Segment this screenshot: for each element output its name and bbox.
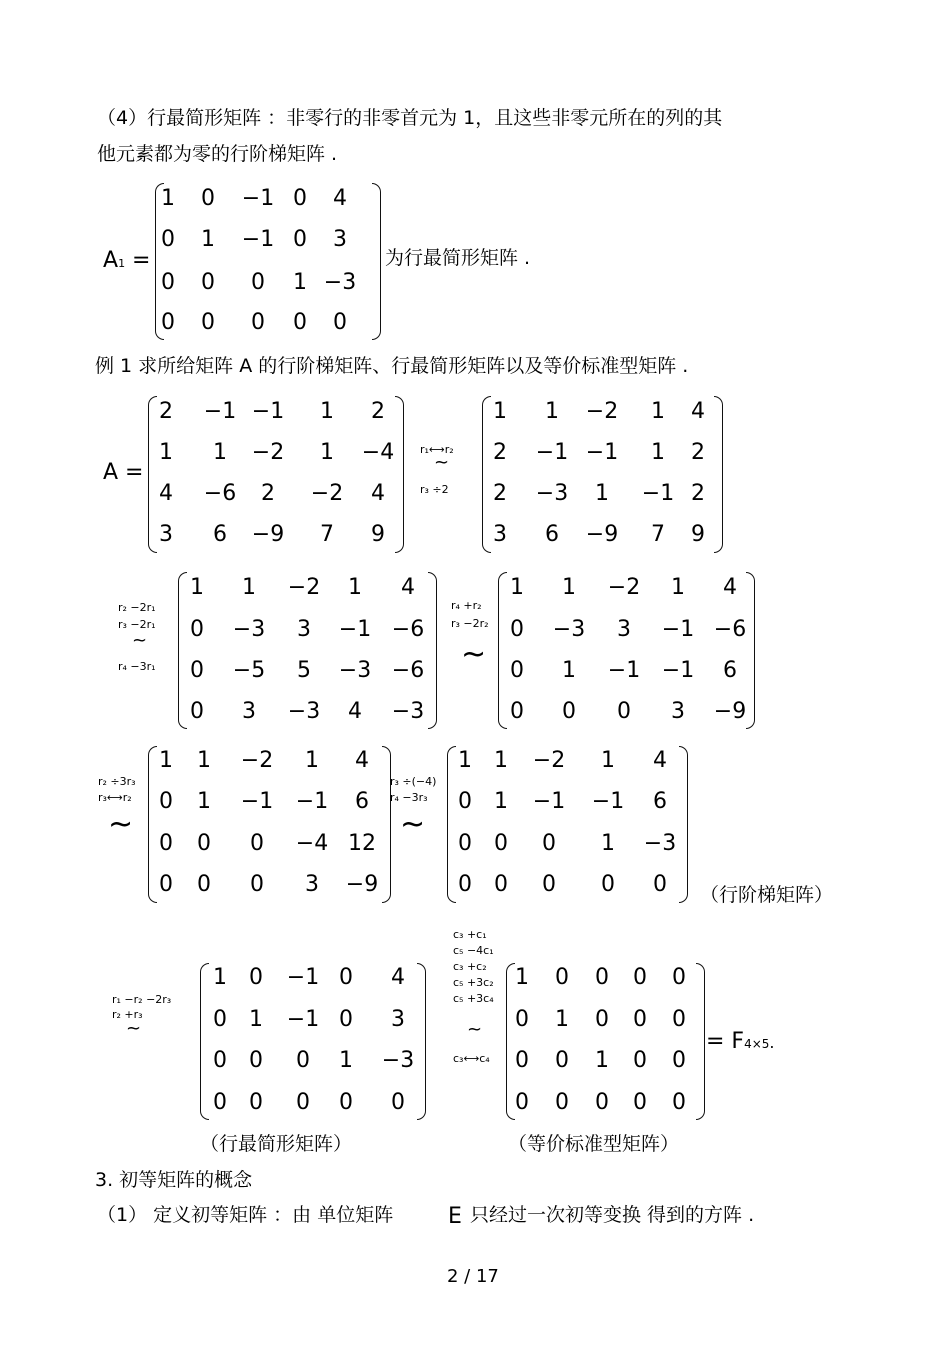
matrix-entry: −4 <box>361 440 395 465</box>
matrix-entry: 1 <box>545 399 559 424</box>
operation-label: c₃ +c₂ <box>453 960 487 973</box>
matrix-entry: 6 <box>653 789 667 814</box>
matrix-entry: 4 <box>371 481 385 506</box>
matrix-entry: −5 <box>232 658 266 683</box>
right-bracket <box>417 963 426 1120</box>
left-bracket <box>178 572 187 729</box>
matrix-entry: 1 <box>595 1048 609 1073</box>
a1-equals: = <box>132 248 151 273</box>
left-bracket <box>498 572 507 729</box>
matrix-entry: 0 <box>601 872 615 897</box>
matrix-entry: 1 <box>249 1007 263 1032</box>
matrix-entry: 0 <box>161 227 175 252</box>
matrix-entry: 1 <box>348 575 362 600</box>
matrix-entry: 9 <box>691 522 705 547</box>
operation-label: r₃ ÷(−4) <box>390 775 437 788</box>
matrix-entry: 4 <box>401 575 415 600</box>
right-bracket <box>395 396 404 553</box>
matrix-entry: 12 <box>348 831 376 856</box>
matrix-entry: 2 <box>493 481 507 506</box>
tilde-symbol: ~ <box>434 452 450 473</box>
matrix-entry: 1 <box>190 575 204 600</box>
matrix-entry: −6 <box>391 617 425 642</box>
matrix-entry: 0 <box>510 699 524 724</box>
matrix-entry: 0 <box>190 658 204 683</box>
matrix-entry: 1 <box>562 575 576 600</box>
matrix-entry: 4 <box>723 575 737 600</box>
matrix-entry: 4 <box>333 186 347 211</box>
operation-label: r₃ −2r₂ <box>451 617 489 630</box>
matrix-entry: −1 <box>241 186 275 211</box>
right-bracket <box>372 183 381 340</box>
operation-label: r₂ ÷3r₃ <box>98 775 136 788</box>
matrix-entry: 7 <box>651 522 665 547</box>
matrix-entry: 0 <box>159 831 173 856</box>
operation-label: r₄ +r₂ <box>451 599 482 612</box>
matrix-entry: 0 <box>293 310 307 335</box>
matrix-entry: 0 <box>201 186 215 211</box>
left-bracket <box>482 396 491 553</box>
matrix-entry: −3 <box>643 831 677 856</box>
matrix-entry: 0 <box>339 1007 353 1032</box>
matrix-entry: 0 <box>250 872 264 897</box>
tilde-symbol: ~ <box>467 1019 483 1040</box>
matrix-entry: 6 <box>545 522 559 547</box>
matrix-entry: 0 <box>251 310 265 335</box>
example1-text: 例 1 求所给矩阵 A 的行阶梯矩阵、行最简形矩阵以及等价标准型矩阵 . <box>95 355 689 377</box>
section3-heading: 3. 初等矩阵的概念 <box>95 1169 253 1191</box>
matrix-entry: −1 <box>286 1007 320 1032</box>
matrix-entry: 4 <box>653 748 667 773</box>
matrix-entry: −1 <box>241 227 275 252</box>
matrix-entry: 2 <box>159 399 173 424</box>
matrix-entry: −6 <box>713 617 747 642</box>
matrix-entry: −3 <box>552 617 586 642</box>
matrix-entry: 0 <box>595 1007 609 1032</box>
matrix-entry: 0 <box>159 789 173 814</box>
matrix-entry: −1 <box>251 399 285 424</box>
matrix-entry: 1 <box>510 575 524 600</box>
matrix-entry: 1 <box>320 440 334 465</box>
matrix-entry: 1 <box>201 227 215 252</box>
a-label: A = <box>103 460 144 485</box>
matrix-entry: 0 <box>391 1090 405 1115</box>
matrix-entry: 1 <box>562 658 576 683</box>
operation-label: c₃⟷c₄ <box>453 1052 490 1065</box>
matrix-entry: 2 <box>493 440 507 465</box>
matrix-entry: 0 <box>296 1090 310 1115</box>
matrix-entry: 0 <box>555 1048 569 1073</box>
operation-label: c₃ +c₁ <box>453 928 487 941</box>
matrix-entry: −3 <box>338 658 372 683</box>
matrix-entry: −2 <box>585 399 619 424</box>
matrix-entry: −1 <box>591 789 625 814</box>
matrix-entry: −1 <box>661 617 695 642</box>
label-standard: （等价标准型矩阵） <box>508 1133 680 1155</box>
matrix-entry: 4 <box>391 965 405 990</box>
para4-line1: （4）行最简形矩阵 ：非零行的非零首元为 1，且这些非零元所在的列的其 <box>97 107 723 129</box>
right-bracket <box>382 746 391 903</box>
matrix-entry: 0 <box>672 1007 686 1032</box>
matrix-entry: 0 <box>250 831 264 856</box>
matrix-entry: 0 <box>190 699 204 724</box>
matrix-entry: 1 <box>305 748 319 773</box>
def1-text-b: 只经过一次初等变换 得到的方阵 . <box>470 1204 755 1226</box>
matrix-entry: 0 <box>251 270 265 295</box>
left-bracket <box>447 746 456 903</box>
matrix-entry: 0 <box>197 831 211 856</box>
matrix-entry: 0 <box>293 227 307 252</box>
matrix-entry: 2 <box>691 440 705 465</box>
matrix-entry: 1 <box>159 440 173 465</box>
matrix-entry: 0 <box>339 1090 353 1115</box>
matrix-entry: 0 <box>617 699 631 724</box>
label-rref: （行最简形矩阵） <box>200 1133 353 1155</box>
matrix-entry: 0 <box>197 872 211 897</box>
matrix-entry: −2 <box>240 748 274 773</box>
matrix-entry: 0 <box>249 965 263 990</box>
matrix-entry: 0 <box>515 1048 529 1073</box>
matrix-entry: 0 <box>555 1090 569 1115</box>
matrix-entry: 0 <box>190 617 204 642</box>
matrix-entry: −1 <box>585 440 619 465</box>
matrix-entry: 4 <box>348 699 362 724</box>
matrix-entry: 1 <box>515 965 529 990</box>
matrix-entry: 3 <box>671 699 685 724</box>
matrix-entry: 1 <box>159 748 173 773</box>
matrix-entry: 0 <box>458 872 472 897</box>
left-bracket <box>155 183 164 340</box>
matrix-entry: −3 <box>535 481 569 506</box>
matrix-entry: −2 <box>287 575 321 600</box>
matrix-entry: −2 <box>532 748 566 773</box>
left-bracket <box>200 963 209 1120</box>
matrix-entry: 2 <box>371 399 385 424</box>
matrix-entry: 1 <box>493 399 507 424</box>
matrix-entry: 0 <box>672 1090 686 1115</box>
matrix-entry: −1 <box>338 617 372 642</box>
matrix-entry: −3 <box>232 617 266 642</box>
matrix-entry: 6 <box>355 789 369 814</box>
matrix-entry: 0 <box>672 1048 686 1073</box>
a1-label: A1 <box>103 248 126 273</box>
matrix-entry: 0 <box>201 270 215 295</box>
left-bracket <box>148 396 157 553</box>
matrix-entry: 0 <box>161 270 175 295</box>
para4-line2: 他元素都为零的行阶梯矩阵 . <box>97 143 338 165</box>
matrix-entry: −1 <box>661 658 695 683</box>
matrix-entry: 0 <box>293 186 307 211</box>
matrix-entry: −1 <box>203 399 237 424</box>
matrix-entry: 6 <box>723 658 737 683</box>
matrix-entry: 4 <box>691 399 705 424</box>
matrix-entry: −2 <box>310 481 344 506</box>
matrix-entry: 1 <box>601 748 615 773</box>
right-bracket <box>714 396 723 553</box>
matrix-entry: 0 <box>542 872 556 897</box>
matrix-entry: 6 <box>213 522 227 547</box>
matrix-entry: 1 <box>293 270 307 295</box>
matrix-entry: 0 <box>213 1090 227 1115</box>
matrix-entry: 1 <box>242 575 256 600</box>
matrix-entry: 0 <box>494 872 508 897</box>
matrix-entry: 0 <box>510 658 524 683</box>
tilde-symbol: ~ <box>132 630 148 651</box>
matrix-entry: 5 <box>297 658 311 683</box>
matrix-entry: 0 <box>515 1090 529 1115</box>
matrix-entry: 0 <box>458 831 472 856</box>
operation-label: r₃⟷r₂ <box>98 791 132 804</box>
matrix-entry: −4 <box>295 831 329 856</box>
def1-e: E <box>448 1204 462 1229</box>
f-label: = F4×5. <box>706 1029 775 1054</box>
matrix-entry: 3 <box>617 617 631 642</box>
matrix-entry: 0 <box>542 831 556 856</box>
matrix-entry: 0 <box>595 1090 609 1115</box>
matrix-entry: −9 <box>585 522 619 547</box>
matrix-entry: −1 <box>535 440 569 465</box>
matrix-entry: −1 <box>607 658 641 683</box>
left-bracket <box>148 746 157 903</box>
matrix-entry: 1 <box>671 575 685 600</box>
matrix-entry: 1 <box>555 1007 569 1032</box>
matrix-entry: −1 <box>295 789 329 814</box>
tilde-symbol: ~ <box>400 807 426 842</box>
matrix-entry: 1 <box>161 186 175 211</box>
operation-label: c₅ +3c₂ <box>453 976 494 989</box>
matrix-entry: 1 <box>320 399 334 424</box>
matrix-entry: 9 <box>371 522 385 547</box>
operation-label: r₄ −3r₁ <box>118 660 156 673</box>
matrix-entry: 1 <box>213 440 227 465</box>
matrix-entry: 0 <box>633 1090 647 1115</box>
matrix-entry: −1 <box>641 481 675 506</box>
matrix-entry: −9 <box>251 522 285 547</box>
matrix-entry: −3 <box>323 270 357 295</box>
operation-label: r₃ ÷2 <box>420 483 449 496</box>
matrix-entry: 1 <box>213 965 227 990</box>
operation-label: c₅ −4c₁ <box>453 944 494 957</box>
matrix-entry: 0 <box>159 872 173 897</box>
matrix-entry: 0 <box>510 617 524 642</box>
matrix-entry: 0 <box>213 1048 227 1073</box>
matrix-entry: 0 <box>633 1007 647 1032</box>
matrix-entry: 0 <box>161 310 175 335</box>
matrix-entry: 2 <box>261 481 275 506</box>
matrix-entry: 1 <box>197 789 211 814</box>
matrix-entry: 1 <box>339 1048 353 1073</box>
matrix-entry: 1 <box>197 748 211 773</box>
matrix-entry: −2 <box>607 575 641 600</box>
operation-label: c₅ +3c₄ <box>453 992 494 1005</box>
matrix-entry: −1 <box>286 965 320 990</box>
matrix-entry: 0 <box>494 831 508 856</box>
matrix-entry: 0 <box>633 1048 647 1073</box>
matrix-entry: −1 <box>240 789 274 814</box>
matrix-entry: 4 <box>159 481 173 506</box>
tilde-symbol: ~ <box>126 1018 142 1039</box>
matrix-entry: −9 <box>345 872 379 897</box>
matrix-entry: 0 <box>515 1007 529 1032</box>
tilde-symbol: ~ <box>461 637 487 672</box>
matrix-entry: 1 <box>494 748 508 773</box>
matrix-entry: 1 <box>595 481 609 506</box>
matrix-entry: 3 <box>391 1007 405 1032</box>
page-number: 2 / 17 <box>447 1266 499 1287</box>
matrix-entry: 0 <box>633 965 647 990</box>
matrix-entry: 3 <box>242 699 256 724</box>
right-bracket <box>679 746 688 903</box>
matrix-entry: −6 <box>391 658 425 683</box>
matrix-entry: 2 <box>691 481 705 506</box>
operation-label: r₂ +r₃ <box>112 1008 143 1021</box>
operation-label: r₄ −3r₃ <box>390 791 428 804</box>
a1-caption: 为行最简形矩阵 . <box>385 247 531 269</box>
matrix-entry: −1 <box>532 789 566 814</box>
matrix-entry: 3 <box>305 872 319 897</box>
matrix-entry: 7 <box>320 522 334 547</box>
right-bracket <box>746 572 755 729</box>
label-echelon: （行阶梯矩阵） <box>700 884 834 906</box>
matrix-entry: 0 <box>595 965 609 990</box>
matrix-entry: −3 <box>287 699 321 724</box>
matrix-entry: 3 <box>493 522 507 547</box>
operation-label: r₁ −r₂ −2r₃ <box>112 993 172 1006</box>
matrix-entry: 1 <box>601 831 615 856</box>
matrix-entry: 3 <box>333 227 347 252</box>
left-bracket <box>506 963 515 1120</box>
operation-label: r₃ −2r₁ <box>118 618 156 631</box>
matrix-entry: 0 <box>339 965 353 990</box>
matrix-entry: 0 <box>458 789 472 814</box>
matrix-entry: 1 <box>458 748 472 773</box>
tilde-symbol: ~ <box>108 807 134 842</box>
matrix-entry: 0 <box>555 965 569 990</box>
matrix-entry: 0 <box>249 1090 263 1115</box>
matrix-entry: 0 <box>201 310 215 335</box>
matrix-entry: 0 <box>653 872 667 897</box>
matrix-entry: 1 <box>651 440 665 465</box>
matrix-entry: −2 <box>251 440 285 465</box>
matrix-entry: 0 <box>249 1048 263 1073</box>
matrix-entry: 4 <box>355 748 369 773</box>
matrix-entry: 0 <box>296 1048 310 1073</box>
matrix-entry: 3 <box>297 617 311 642</box>
right-bracket <box>696 963 705 1120</box>
matrix-entry: −6 <box>203 481 237 506</box>
matrix-entry: 1 <box>494 789 508 814</box>
matrix-entry: −9 <box>713 699 747 724</box>
matrix-entry: −3 <box>391 699 425 724</box>
def1-text-a: （1） 定义初等矩阵 ：由 单位矩阵 <box>97 1204 394 1226</box>
matrix-entry: 1 <box>651 399 665 424</box>
matrix-entry: 0 <box>213 1007 227 1032</box>
matrix-entry: 0 <box>333 310 347 335</box>
right-bracket <box>428 572 437 729</box>
operation-label: r₂ −2r₁ <box>118 601 156 614</box>
matrix-entry: 3 <box>159 522 173 547</box>
operation-label: r₁⟷r₂ <box>420 443 454 456</box>
matrix-entry: 0 <box>562 699 576 724</box>
matrix-entry: 0 <box>672 965 686 990</box>
matrix-entry: −3 <box>381 1048 415 1073</box>
